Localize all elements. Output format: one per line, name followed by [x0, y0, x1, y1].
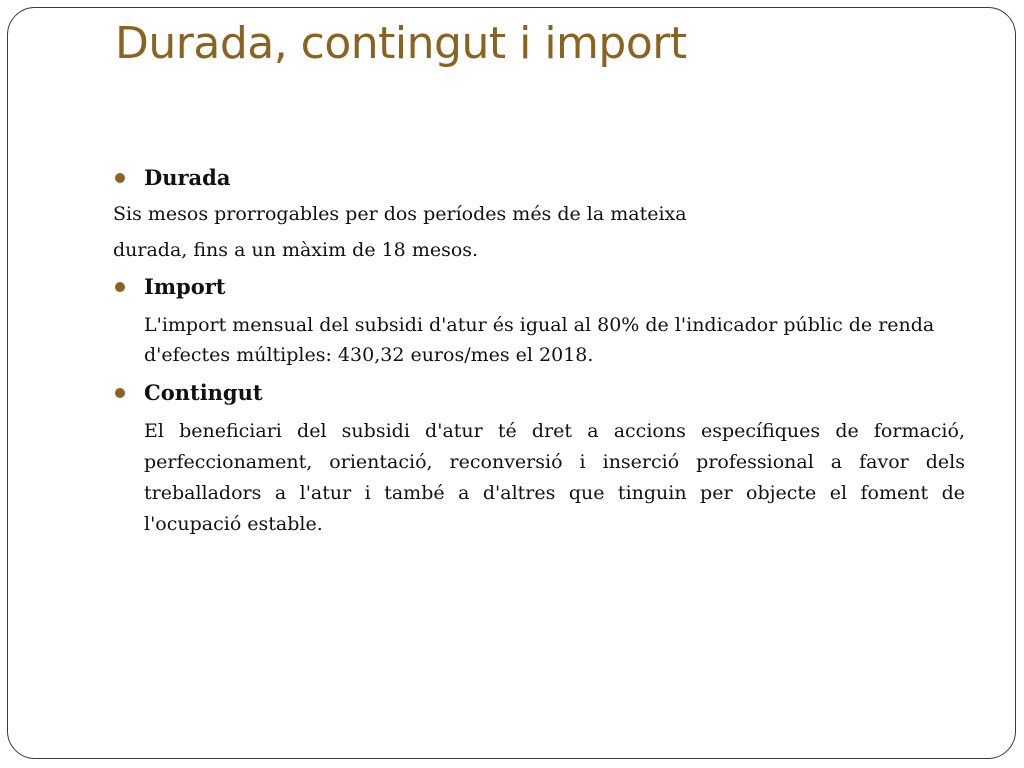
bullet-heading-import: Import — [144, 274, 226, 299]
import-paragraph: L'import mensual del subsidi d'atur és igual al 80% de l'indicador públic de renda d'efectes múltiples: 430,32 euros/mes el 2018. — [144, 314, 935, 366]
bullet-dot-icon — [115, 388, 125, 398]
bullet-heading-durada: Durada — [144, 165, 231, 190]
bullet-dot-icon — [115, 282, 125, 292]
durada-line-1: Sis mesos prorrogables per dos períodes més de la mateixa — [113, 203, 687, 225]
slide-content — [113, 162, 965, 540]
slide-title: Durada, contingut i import — [115, 18, 687, 69]
bullet-heading-contingut: Contingut — [144, 380, 263, 405]
contingut-paragraph: El beneficiari del subsidi d'atur té dret a accions específiques de formació, perfeccionament, orientació, reconversió i inserció professional a favor dels treballadors a l'atur i també a d'altres que tinguin per objecte el foment de l'ocupació estable. — [144, 420, 965, 535]
bullet-import — [113, 271, 965, 303]
bullet-contingut — [113, 377, 965, 409]
bullet-dot-icon — [115, 173, 125, 183]
bullet-durada — [113, 162, 965, 194]
durada-line-2: durada, fins a un màxim de 18 mesos. — [113, 239, 479, 261]
